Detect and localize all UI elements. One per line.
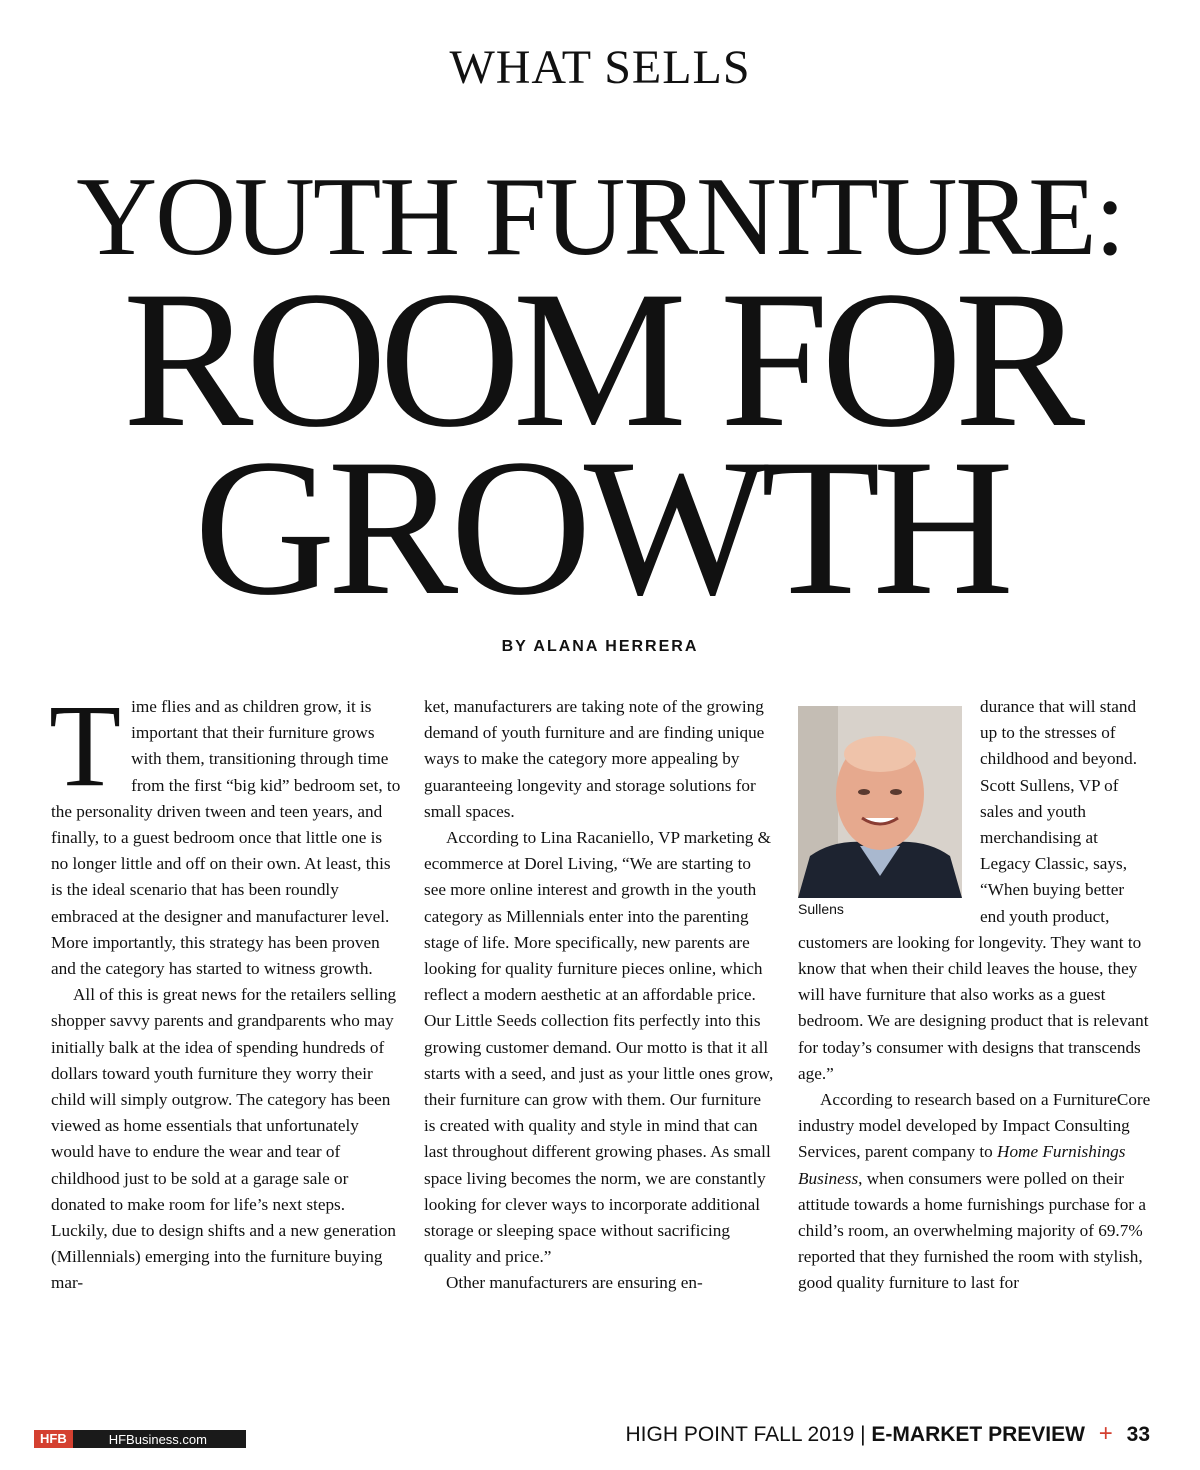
separator: | xyxy=(860,1423,866,1446)
section-label: WHAT SELLS xyxy=(449,41,751,94)
article-column-2 xyxy=(424,694,776,1297)
article-column-3 xyxy=(798,694,1152,1297)
page-number: 33 xyxy=(1126,1423,1150,1446)
portrait-figure xyxy=(798,706,964,918)
article-column-1 xyxy=(49,680,403,1297)
plus-icon: + xyxy=(1098,1420,1113,1447)
paragraph: All of this is great news for the retailers selling shopper savvy parents and grandparents who may initially balk at the idea of spending hundreds of dollars toward youth furniture they worry their child will simply outgrow. The category has been viewed as home essentials that unfortunately would have to endure the wear and tear of childhood just to be sold at a garage sale or donated to make room for life’s next steps. Luckily, due to design shifts and a new generation (Millennials) emerging into the furniture buying mar- xyxy=(51,985,397,1293)
paragraph: According to research based on a FurnitureCore industry model developed by Impact Consulting Services, parent company to Home Furnishings Business, when consumers were polled on their attitude towards a home furnishings purchase for a child’s room, an overwhelming majority of 69.7% reported that they furnished the room with stylish, good quality furniture to last for xyxy=(798,1090,1151,1293)
headline-line-2: ROOM FOR xyxy=(122,251,1078,468)
footer-brand-bar xyxy=(34,1430,246,1448)
photo-caption: Sullens xyxy=(798,901,844,917)
paragraph: durance that will stand up to the stresses of childhood and beyond. Scott Sullens, VP of sales and youth merchandising at Legacy Classic, says, “When buying better end youth product, customers are looking for longevity. They want to know that when their child leaves the house, they will have furniture that also works as a guest bedroom. We are designing product that is relevant for today’s consumer with designs that transcends age.” xyxy=(798,697,1149,1083)
paragraph: Other manufacturers are ensuring en- xyxy=(446,1273,703,1293)
portrait-photo xyxy=(798,706,962,898)
paragraph: ket, manufacturers are taking note of the growing demand of youth furniture and are finding unique ways to make the category more appealing by guaranteeing longevity and storage solutions for small spaces. xyxy=(424,697,765,821)
paragraph: Time flies and as children grow, it is important that their furniture grows with them, transitioning through time from the first “big kid” bedroom set, to the personality driven tween and teen years, and finally, to a guest bedroom once that little one is no longer little and off on their own. At least, this is the ideal scenario that has been roundly embraced at the designer and manufacturer level. More importantly, this strategy has been proven and the category has started to witness growth. xyxy=(49,680,401,979)
publication-name: Home Furnishings Business xyxy=(798,1142,1126,1188)
paragraph: According to Lina Racaniello, VP marketing & ecommerce at Dorel Living, “We are starting to see more online interest and growth in the youth category as Millennials enter into the parenting stage of life. More specifically, new parents are looking for quality furniture pieces online, which reflect a modern aesthetic at an affordable price. Our Little Seeds collection fits perfectly into this growing customer demand. Our motto is that it all starts with a seed, and just as your little ones grow, their furniture can grow with them. Our furniture is created with quality and style in mind that can last throughout different growing phases. As small space living becomes the norm, we are constantly looking for clever ways to incorporate additional storage or sleeping space without sacrificing quality and price.” xyxy=(424,828,774,1267)
brand-badge: HFB xyxy=(34,1430,73,1448)
site-link[interactable]: HFBusiness.com xyxy=(108,1431,207,1447)
byline: BY ALANA HERRERA xyxy=(501,638,699,655)
footer-folio xyxy=(626,1420,1151,1448)
drop-cap: T xyxy=(49,680,122,811)
edition-label: E-MARKET PREVIEW xyxy=(871,1423,1085,1446)
issue-label: HIGH POINT FALL 2019 xyxy=(625,1423,855,1446)
headline-line-3: GROWTH xyxy=(193,419,1007,636)
headline-line-1: YOUTH FURNITURE: xyxy=(76,155,1124,279)
